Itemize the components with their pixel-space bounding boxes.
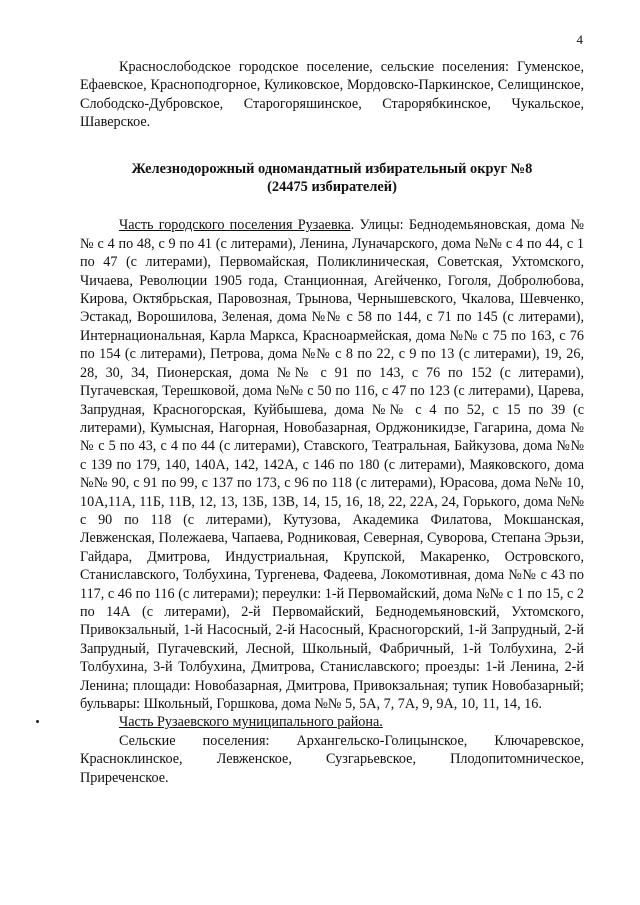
district-title: Железнодорожный одномандатный избирательный округ №8 (131, 160, 533, 177)
page-number: 4 (576, 32, 583, 47)
city-part-label: Часть городского поселения Рузаевка (119, 217, 351, 234)
district-part-paragraph (80, 713, 584, 731)
district-part-label: Часть Рузаевского муниципального района. (119, 714, 383, 731)
intro-paragraph: Краснослободское городское поселение, сельские поселения: Гуменское, Ефаевское, Красноподгорное, Куликовское, Мордовско-Паркинское, Селищинское, Слободско-Дубровское, Старогоряшинское, Старорябкинское, Чукальское, Шаверское. (80, 59, 584, 131)
scan-dot (36, 720, 39, 723)
city-part-text: . Улицы: Беднодемьяновская, дома №№ с 4 по 48, с 9 по 41 (с литерами), Ленина, Луначарского, дома №№ с 4 по 44, с 1 по 47 (с литерами), Первомайская, Поликлиническая, Советская, Ухтомского, Чичаева, Революции 1905 года, Станционная, Агейченко, Гоголя, Добролюбова, Кирова, Октябрьская, Паровозная, Трынова, Чернышевского, Чкалова, Шевченко, Эстакад, Ворошилова, Зеленая, дома №№ с 58 по 144, с 71 по 145 (с литерами), Интернациональная, Карла Маркса, Красноармейская, дома №№ с 75 по 163, с 76 по 154 (с литерами), Петрова, дома №№ с 8 по 22, с 9 по 13 (с литерами), 19, 26, 28, 30, 34, Пионерская, дома №№ с 91 по 143, с 76 по 152 (с литерами), Пугачевская, Терешковой, дома №№ с 50 по 116, с 47 по 123 (с литерами), Царева, Запрудная, Красногорская, Куйбышева, дома №№ с 4 по 52, с 15 по 39 (с литерами), Кумысная, Нагорная, Новобазарная, Орджоникидзе, Гагарина, дома №№ с 5 по 43, с 4 по 44 (с литерами), Ставского, Театральная, Байкузова, дома №№ с 139 по 179, 140, 140А, 142, 142А, с 146 по 180 (с литерами), Маяковского, дома №№ 90, с 91 по 99, с 137 по 173, с 96 по 118 (с литерами), Юрасова, дома №№ 10, 10А,11А, 11Б, 11В, 12, 13, 13Б, 13В, 14, 15, 16, 18, 22, 22А, 24, Горького, дома №№ с 90 по 118 (с литерами), Кутузова, Академика Филатова, Мокшанская, Левженская, Полежаева, Чапаева, Родниковая, Северная, Суворова, Степана Эрьзи, Гайдара, Дмитрова, Индустриальная, Крупской, Макаренко, Островского, Станиславского, Толбухина, Тургенева, Фадеева, Локомотивная, дома №№ с 43 по 117, с 46 по 116 (с литерами); переулки: 1-й Первомайский, дома №№ с 1 по 15, с 2 по 14А (с литерами), 2-й Первомайский, Беднодемьяновский, Ухтомского, Привокзальный, 1-й Насосный, 2-й Насосный, Красногорский, 1-й Запрудный, 2-й Запрудный, Пугачевский, Лесной, Школьный, Фабричный, 1-й Толбухина, 2-й Толбухина, 3-й Толбухина, Дмитрова, Станиславского; проезды: 1-й Ленина, 2-й Ленина; площади: Новобазарная, Дмитрова, Привокзальная; тупик Новобазарный; бульвары: Школьный, Горшкова, дома №№ 5, 5А, 7, 7А, 9, 9А, 10, 11, 14, 16. (80, 217, 585, 712)
district-voter-count: (24475 избирателей) (267, 179, 397, 196)
rural-settlements-paragraph: Сельские поселения: Архангельско-Голицынское, Ключаревское, Красноклинское, Левженское, Сузгарьевское, Плодопитомническое, Приреченское. (80, 732, 584, 786)
document-content (80, 58, 584, 787)
city-part-paragraph (80, 216, 584, 713)
district-heading (80, 160, 584, 197)
